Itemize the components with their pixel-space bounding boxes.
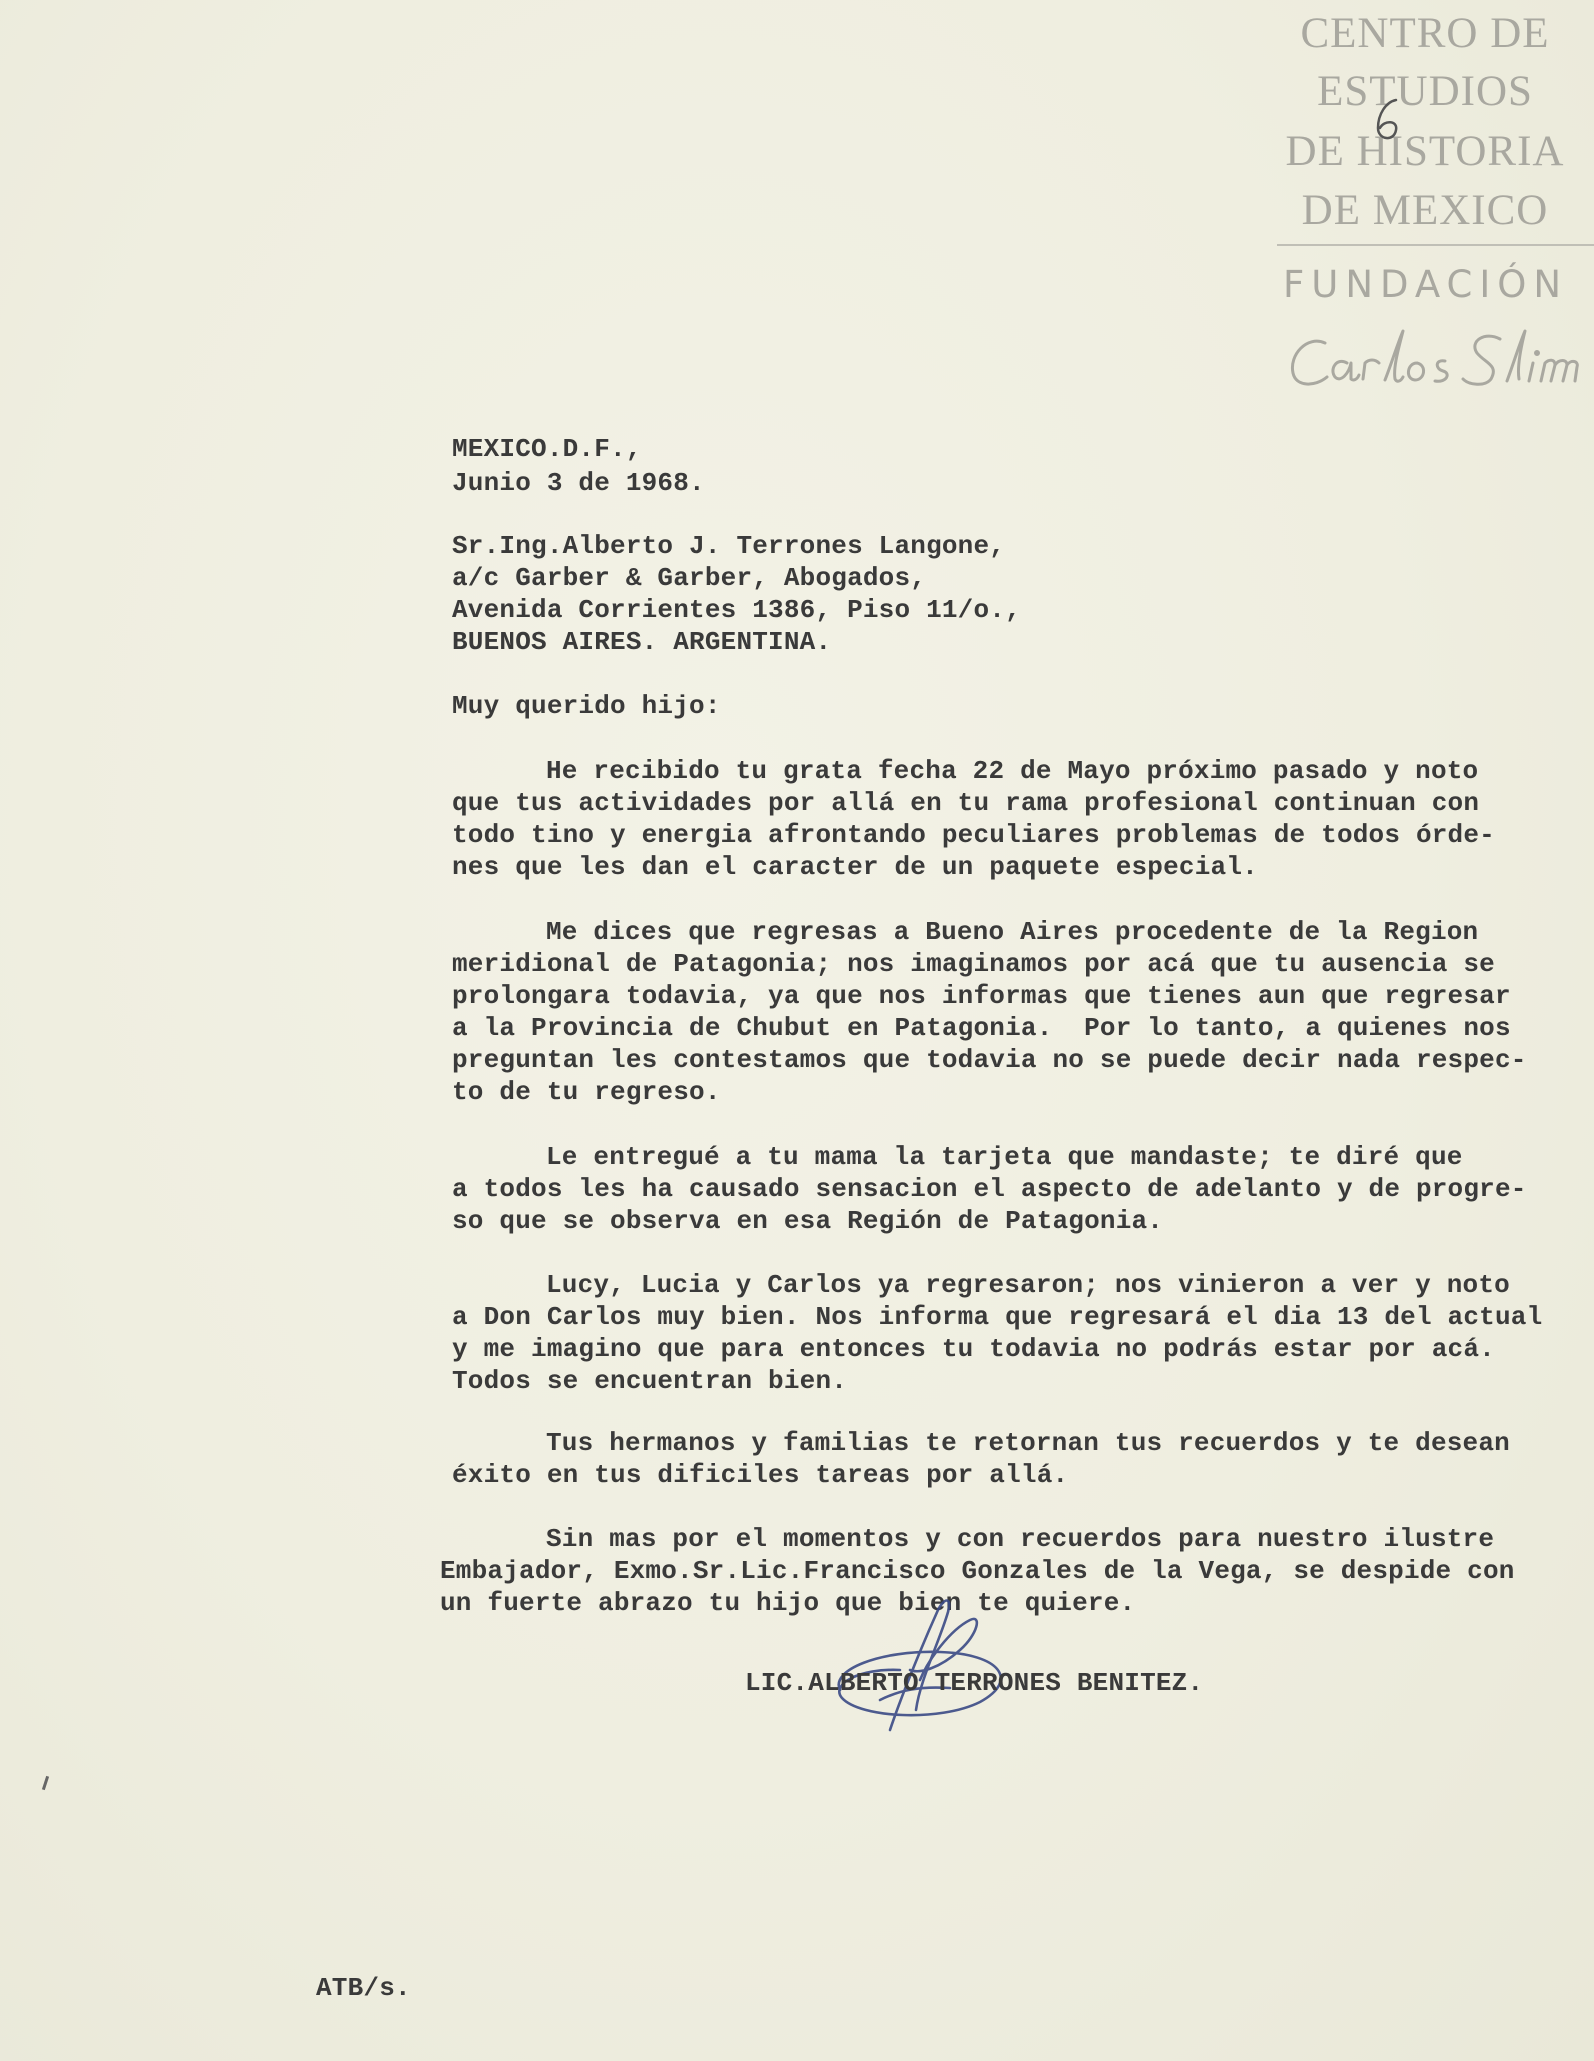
paragraph-line: Embajador, Exmo.Sr.Lic.Francisco Gonzales de la Vega, se despide con	[440, 1556, 1515, 1586]
watermark-line-3: DE HISTORIA	[1285, 128, 1565, 175]
signer-name: LIC.ALBERTO TERRONES BENITEZ.	[745, 1668, 1204, 1698]
paragraph-line: que tus actividades por allá en tu rama profesional continuan con	[452, 788, 1480, 818]
paragraph-line: Sin mas por el momentos y con recuerdos para nuestro ilustre	[546, 1524, 1495, 1554]
archive-number-mark	[1370, 96, 1404, 146]
letter-date: Junio 3 de 1968.	[452, 468, 705, 498]
paragraph-line: prolongara todavia, ya que nos informas que tienes aun que regresar	[452, 981, 1511, 1011]
paragraph-line: Le entregué a tu mama la tarjeta que mandaste; te diré que	[546, 1142, 1463, 1172]
handwritten-signature	[820, 1590, 1040, 1740]
watermark-line-4: DE MEXICO	[1301, 187, 1549, 234]
paragraph-line: a todos les ha causado sensacion el aspecto de adelanto y de progre-	[452, 1174, 1527, 1204]
margin-mark	[42, 1776, 49, 1790]
address-line: a/c Garber & Garber, Abogados,	[452, 563, 927, 593]
watermark-divider	[1277, 244, 1594, 246]
address-line: Avenida Corrientes 1386, Piso 11/o.,	[452, 595, 1021, 625]
salutation: Muy querido hijo:	[452, 691, 721, 721]
paragraph-line: éxito en tus dificiles tareas por allá.	[452, 1460, 1069, 1490]
paragraph-line: y me imagino que para entonces tu todavia no podrás estar por acá.	[452, 1334, 1495, 1364]
paragraph-line: Tus hermanos y familias te retornan tus recuerdos y te desean	[546, 1428, 1510, 1458]
watermark-line-1: CENTRO DE	[1300, 10, 1550, 57]
paragraph-line: a Don Carlos muy bien. Nos informa que regresará el dia 13 del actual	[452, 1302, 1543, 1332]
watermark-line-2: ESTUDIOS	[1317, 68, 1533, 115]
paragraph-line: Me dices que regresas a Bueno Aires procedente de la Region	[546, 917, 1479, 947]
paragraph-line: preguntan les contestamos que todavia no se puede decir nada respec-	[452, 1045, 1527, 1075]
paragraph-line: so que se observa en esa Región de Patagonia.	[452, 1206, 1164, 1236]
paragraph-line: meridional de Patagonia; nos imaginamos por acá que tu ausencia se	[452, 949, 1495, 979]
paragraph-line: nes que les dan el caracter de un paquete especial.	[452, 852, 1258, 882]
address-line: BUENOS AIRES. ARGENTINA.	[452, 627, 832, 657]
paragraph-line: to de tu regreso.	[452, 1077, 721, 1107]
carlos-slim-signature-logo	[1285, 325, 1585, 400]
paragraph-line: a la Provincia de Chubut en Patagonia. Por lo tanto, a quienes nos	[452, 1013, 1511, 1043]
letter-place: MEXICO.D.F.,	[452, 434, 642, 464]
paragraph-line: todo tino y energia afrontando peculiares problemas de todos órde-	[452, 820, 1495, 850]
typist-initials: ATB/s.	[316, 1973, 411, 2003]
paragraph-line: Lucy, Lucia y Carlos ya regresaron; nos vinieron a ver y noto	[546, 1270, 1510, 1300]
address-line: Sr.Ing.Alberto J. Terrones Langone,	[452, 531, 1006, 561]
paragraph-line: Todos se encuentran bien.	[452, 1366, 848, 1396]
paragraph-line: un fuerte abrazo tu hijo que bien te quiere.	[440, 1588, 1136, 1618]
watermark-fundacion: FUNDACIÓN	[1283, 263, 1569, 306]
paragraph-line: He recibido tu grata fecha 22 de Mayo próximo pasado y noto	[546, 756, 1479, 786]
